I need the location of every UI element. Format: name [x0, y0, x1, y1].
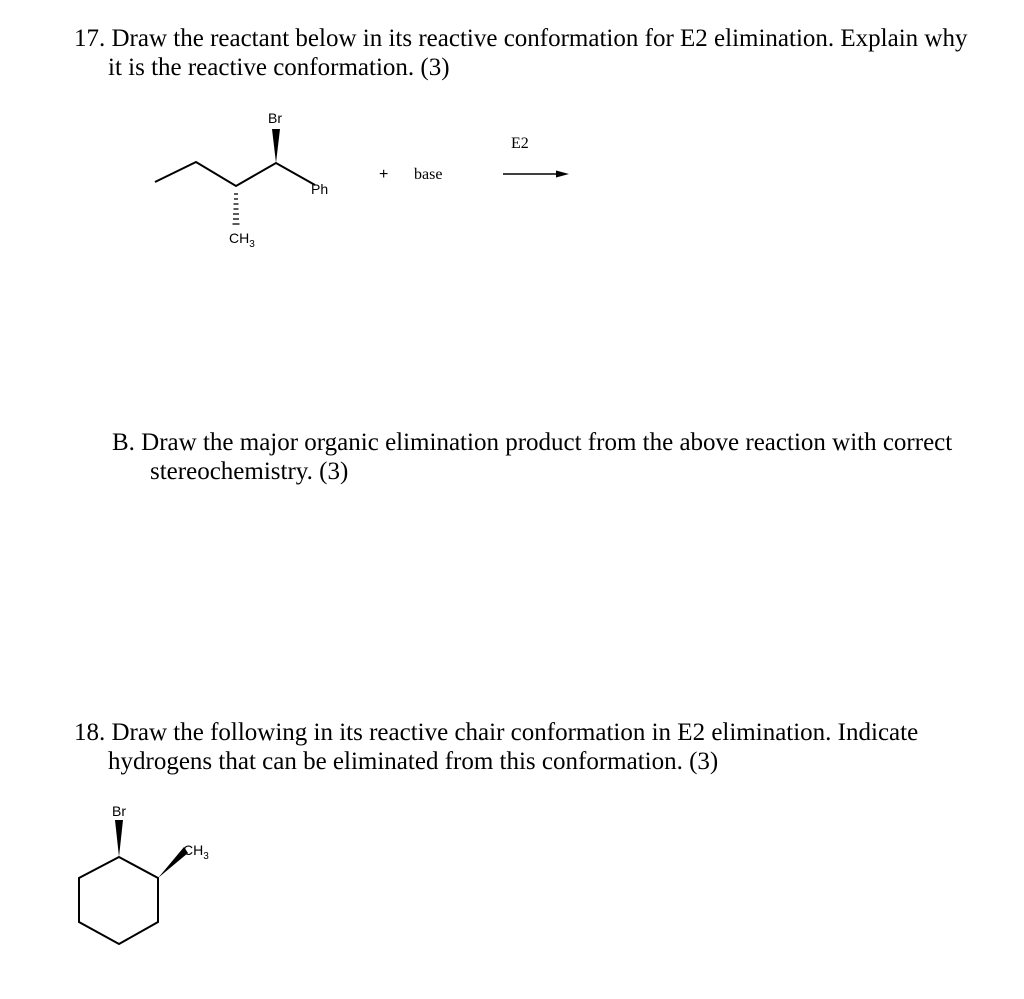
q17-reaction-arrow-head — [556, 171, 569, 178]
q17-carbon-chain — [155, 162, 315, 186]
q17-base-label: base — [414, 166, 443, 183]
q17-arrow-label: E2 — [511, 135, 529, 152]
q17-br-label: Br — [268, 110, 282, 126]
q17-text-line1: 17. Draw the reactant below in its reactive conformation for E2 elimination. Explain why — [74, 25, 968, 52]
q18-text-line1: 18. Draw the following in its reactive chair conformation in E2 elimination. Indicate — [74, 719, 919, 746]
q17-ch3-label: $CH_3$ — [229, 230, 255, 250]
q17-ph-label: Ph — [311, 181, 329, 197]
q18-text-line2: hydrogens that can be eliminated from this conformation. (3) — [108, 748, 719, 775]
q18-cyclohexane-structure — [0, 790, 300, 960]
q18-br-label: Br — [112, 803, 126, 819]
q18-br-wedge-bond — [115, 820, 123, 857]
q17b-text-line1: B. Draw the major organic elimination product from the above reaction with correct — [112, 429, 953, 456]
q17-text-line2: it is the reactive conformation. (3) — [108, 54, 450, 81]
q17-ch3-hash-bond — [233, 194, 240, 224]
q17-reaction-scheme — [0, 100, 620, 270]
q17-br-wedge-bond — [272, 129, 280, 163]
q18-cyclohexane-ring — [79, 857, 158, 944]
q17-plus-sign: + — [379, 166, 389, 183]
q17b-text-line2: stereochemistry. (3) — [150, 458, 349, 485]
q18-ch3-label: $CH_3$ — [183, 842, 209, 862]
